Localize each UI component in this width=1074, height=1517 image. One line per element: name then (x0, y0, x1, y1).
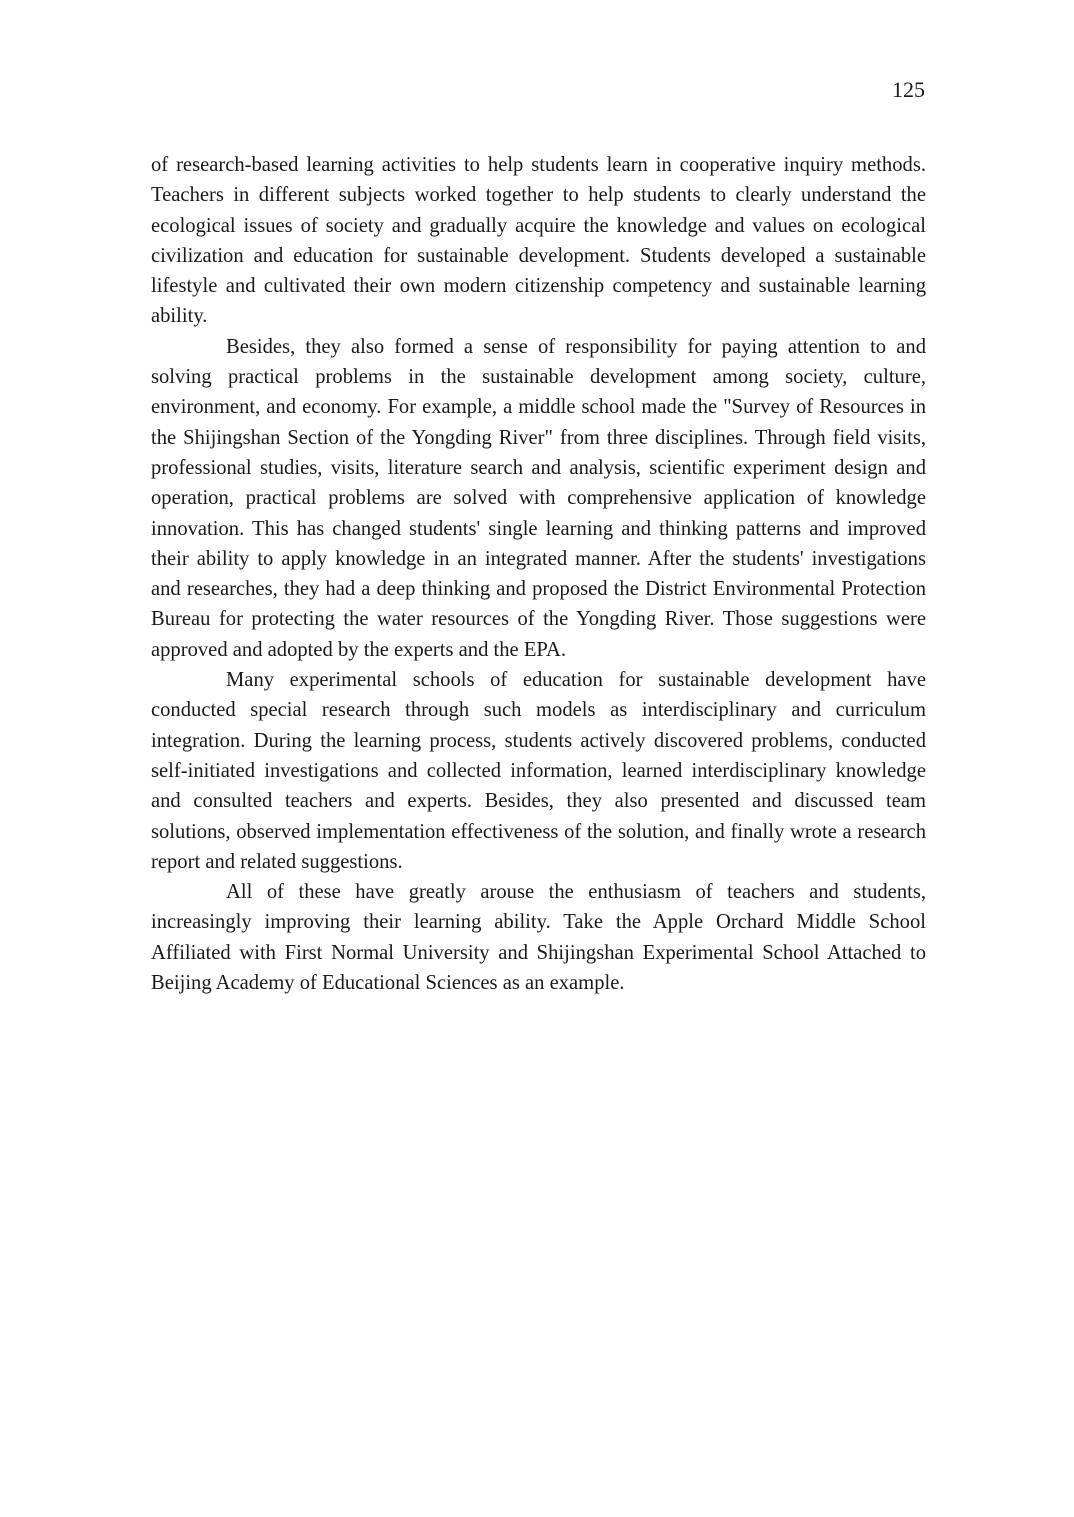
page-number: 125 (892, 77, 925, 102)
paragraph-enthusiasm: All of these have greatly arouse the enthusiasm of teachers and students, increasingly improving their learning ability. Take the Apple Orchard Middle School Affiliated with First Normal University and Shijingshan Experimental School Attached to Beijing Academy of Educational Sciences as an example. (151, 881, 926, 995)
paragraph-responsibility: Besides, they also formed a sense of responsibility for paying attention to and solving practical problems in the sustainable development among society, culture, environment, and economy. For example, a middle school made the "Survey of Resources in the Shijingshan Section of the Yongding River" from three disciplines. Through field visits, professional studies, visits, literature search and analysis, scientific experiment design and operation, practical problems are solved with comprehensive application of knowledge innovation. This has changed students' single learning and thinking patterns and improved their ability to apply knowledge in an integrated manner. After the students' investigations and researches, they had a deep thinking and proposed the District Environmental Protection Bureau for protecting the water resources of the Yongding River. Those suggestions were approved and adopted by the experts and the EPA. (151, 335, 926, 661)
paragraph-continued: of research-based learning activities to help students learn in cooperative inquiry methods. Teachers in different subjects worked together to help students to clearly understand the ecological issues of society and gradually acquire the knowledge and values on ecological civilization and education for sustainable development. Students developed a sustainable lifestyle and cultivated their own modern citizenship competency and sustainable learning ability. (151, 154, 926, 328)
paragraph-experimental-schools: Many experimental schools of education for sustainable development have conducted special research through such models as interdisciplinary and curriculum integration. During the learning process, students actively discovered problems, conducted self-initiated investigations and collected information, learned interdisciplinary knowledge and consulted teachers and experts. Besides, they also presented and discussed team solutions, observed implementation effectiveness of the solution, and finally wrote a research report and related suggestions. (151, 669, 926, 873)
body-text (151, 150, 926, 998)
